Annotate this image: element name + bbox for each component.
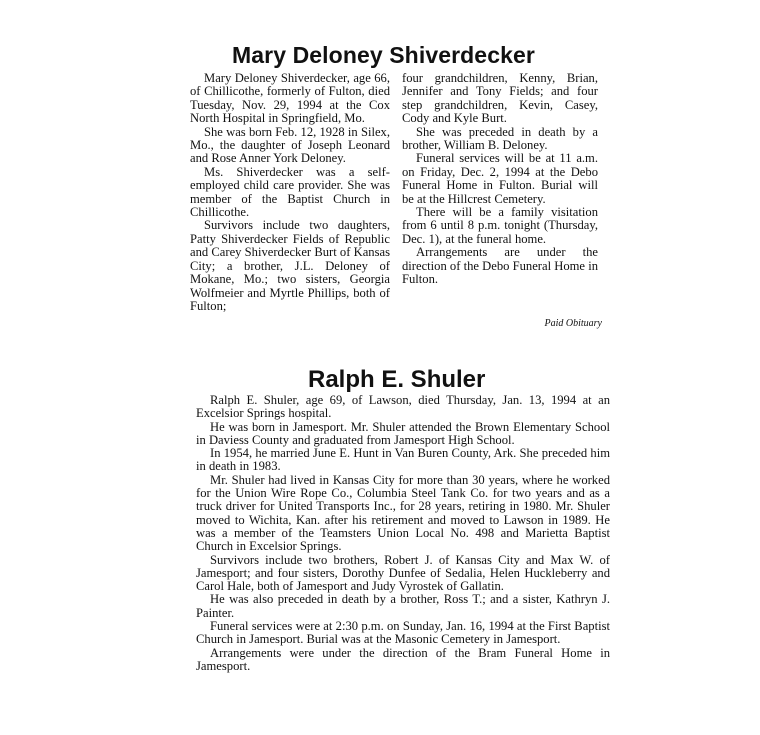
- obituary-clipping-shiverdecker: [186, 40, 614, 358]
- obituary-paragraph: Mr. Shuler had lived in Kansas City for more than 30 years, where he worked for the Union Wire Rope Co., Columbia Steel Tank Co. for two years and as a truck driver for United Transports Inc., for 28 years, retiring in 1980. Mr. Shuler moved to Wichita, Kan. after his retirement and moved to Lawson in 1989. He was a member of the Teamsters Union Local No. 498 and Marietta Baptist Church in Excelsior Springs.: [196, 472, 610, 554]
- obituary-column-left: [190, 72, 390, 313]
- obituary-paragraph: He was born in Jamesport. Mr. Shuler attended the Brown Elementary School in Daviess County and graduated from Jamesport High School.: [196, 419, 610, 447]
- obituary-clipping-shuler: [192, 362, 616, 716]
- obituary-name-heading: Ralph E. Shuler: [308, 366, 486, 393]
- obituary-paragraph: Funeral services will be at 11 a.m. on Friday, Dec. 2, 1994 at the Debo Funeral Home in Fulton. Burial will be at the Hillcrest Cemetery.: [402, 151, 598, 206]
- obituary-paragraph: Ralph E. Shuler, age 69, of Lawson, died Thursday, Jan. 13, 1994 at an Excelsior Springs hospital.: [196, 393, 610, 421]
- obituary-paragraph: Survivors include two brothers, Robert J. of Kansas City and Max W. of Jamesport; and four sisters, Dorothy Dunfee of Sedalia, Helen Huckleberry and Carol Hale, both of Jamesport and Judy Vyrostek of Gallatin.: [196, 552, 610, 594]
- obituary-paragraph: Arrangements are under the direction of the Debo Funeral Home in Fulton.: [402, 245, 598, 287]
- obituary-paragraph: She was preceded in death by a brother, William B. Deloney.: [402, 124, 598, 153]
- paid-obituary-label: Paid Obituary: [544, 318, 602, 329]
- obituary-paragraph: There will be a family visitation from 6 until 8 p.m. tonight (Thursday, Dec. 1), at the funeral home.: [402, 205, 598, 246]
- obituary-paragraph: In 1954, he married June E. Hunt in Van Buren County, Ark. She preceded him in death in 1983.: [196, 446, 610, 474]
- obituary-paragraph: She was born Feb. 12, 1928 in Silex, Mo., the daughter of Joseph Leonard and Rose Anner York Deloney.: [190, 124, 390, 166]
- obituary-paragraph: Mary Deloney Shiverdecker, age 66, of Chillicothe, formerly of Fulton, died Tuesday, Nov. 29, 1994 at the Cox North Hospital in Springfield, Mo.: [190, 71, 390, 126]
- obituary-paragraph: Arrangements were under the direction of the Bram Funeral Home in Jamesport.: [196, 645, 610, 673]
- obituary-column-right: [402, 72, 598, 287]
- obituary-paragraph: Survivors include two daughters, Patty Shiverdecker Fields of Republic and Carey Shiverdecker Burt of Kansas City; a brother, J.L. Deloney of Mokane, Mo.; two sisters, Georgia Wolfmeier and Myrtle Phillips, both of Fulton;: [190, 218, 390, 313]
- obituary-body: [196, 394, 610, 673]
- obituary-paragraph: He was also preceded in death by a brother, Ross T.; and a sister, Kathryn J. Painter.: [196, 592, 610, 620]
- obituary-name-heading: Mary Deloney Shiverdecker: [232, 42, 535, 68]
- obituary-paragraph: Ms. Shiverdecker was a self-employed child care provider. She was member of the Baptist Church in Chillicothe.: [190, 164, 390, 220]
- obituary-paragraph: Funeral services were at 2:30 p.m. on Sunday, Jan. 16, 1994 at the First Baptist Church in Jamesport. Burial was at the Masonic Cemetery in Jamesport.: [196, 619, 610, 647]
- obituary-paragraph-continued: four grandchildren, Kenny, Brian, Jennifer and Tony Fields; and four step grandchildren, Kevin, Casey, Cody and Kyle Burt.: [402, 71, 598, 126]
